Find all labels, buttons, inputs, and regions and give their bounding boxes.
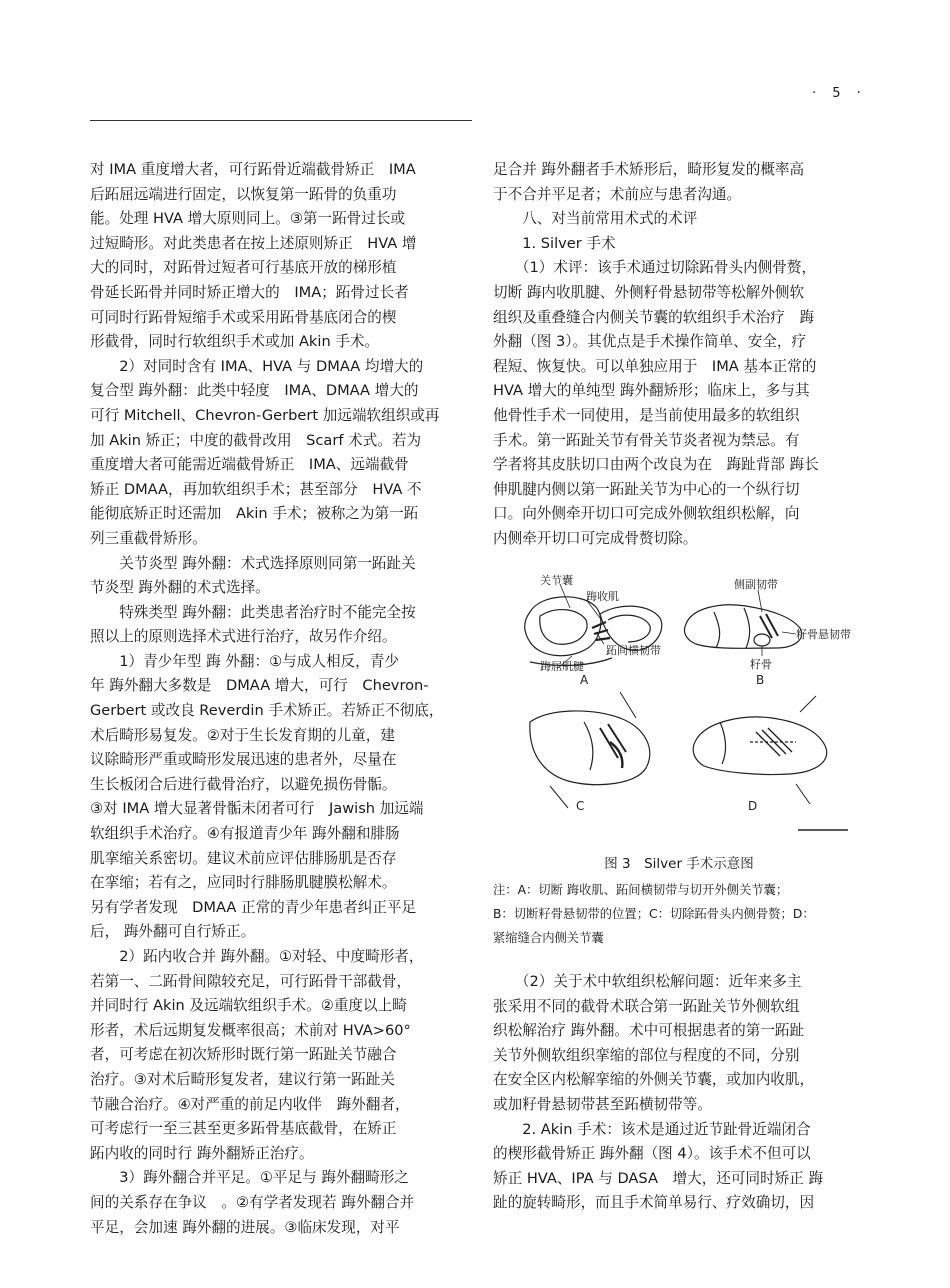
left-column-line: 复合型 踇外翻：此类中轻度 IMA、DMAA 增大的 bbox=[90, 382, 419, 400]
figure-caption: 图 3 Silver 手术示意图 bbox=[604, 856, 754, 872]
right-column-line: 矫正 HVA、IPA 与 DASA 增大，还可同时矫正 踇 bbox=[493, 1169, 824, 1187]
left-column-line: 加 Akin 矫正；中度的截骨改用 Scarf 术式。若为 bbox=[90, 431, 422, 449]
left-column-line: 形者，术后远期复发概率很高；术前对 HVA>60° bbox=[90, 1021, 411, 1039]
left-column-line: Gerbert 或改良 Reverdin 手术矫正。若矫正不彻底， bbox=[90, 702, 444, 720]
label-adductor: 踇收肌 bbox=[586, 590, 619, 603]
left-column-line: 对 IMA 重度增大者，可行跖骨近端截骨矫正 IMA bbox=[90, 161, 416, 178]
left-column-line: 肌挛缩关系密切。建议术前应评估腓肠肌是否存 bbox=[90, 849, 397, 867]
panel-d-drawing bbox=[693, 696, 826, 804]
right-column-line: 1. Silver 手术 bbox=[493, 234, 616, 252]
label-flexor-tendon: 踇屈肌腱 bbox=[540, 660, 584, 673]
left-column-line: 大的同时，对跖骨过短者可行基底开放的梯形植 bbox=[90, 259, 397, 277]
left-column-line: 矫正 DMAA，再加软组织手术；甚至部分 HVA 不 bbox=[90, 480, 422, 498]
right-column-line: 外翻（图 3）。其优点是手术操作简单、安全，疗 bbox=[493, 333, 807, 351]
figure-note-line: 注：A：切断 踇收肌、跖间横韧带与切开外侧关节囊； bbox=[493, 883, 789, 897]
left-column-line: 重度增大者可能需近端截骨矫正 IMA、远端截骨 bbox=[90, 456, 409, 474]
left-column-line: 另有学者发现 DMAA 正常的青少年患者纠正平足 bbox=[90, 898, 417, 916]
right-column-line: 织松解治疗 踇外翻。术中可根据患者的第一跖趾 bbox=[493, 1022, 805, 1040]
left-column-line: 并同时行 Akin 及远端软组织手术。②重度以上畸 bbox=[90, 997, 407, 1015]
label-transverse-ligament: 跖间横韧带 bbox=[606, 644, 661, 657]
right-column-line: 伸肌腱内侧以第一跖趾关节为中心的一个纵行切 bbox=[493, 480, 800, 498]
left-column-line: 后跖屈远端进行固定，以恢复第一跖骨的负重功 bbox=[90, 185, 397, 203]
page-number: · 5 · bbox=[812, 86, 867, 101]
left-column-line: 在挛缩；若有之，应同时行腓肠肌腱膜松解术。 bbox=[90, 874, 397, 892]
panel-b-label: B bbox=[756, 673, 765, 687]
left-column-line: 节炎型 踇外翻的术式选择。 bbox=[90, 579, 270, 597]
left-column-line: 平足，会加速 踇外翻的进展。③临床发现，对平 bbox=[90, 1218, 400, 1236]
label-sesamoid-suspensory-ligament: 籽骨悬韧带 bbox=[796, 628, 851, 641]
left-column-line: 可同时行跖骨短缩手术或采用跖骨基底闭合的楔 bbox=[90, 308, 397, 326]
left-column-line: 者，可考虑在初次矫形时既行第一跖趾关节融合 bbox=[90, 1046, 397, 1064]
left-column-line: 关节炎型 踇外翻：术式选择原则同第一跖趾关 bbox=[90, 554, 416, 572]
right-column-line: 趾的旋转畸形，而且手术简单易行、疗效确切，因 bbox=[493, 1194, 815, 1212]
figure-note bbox=[493, 878, 873, 950]
left-column-line: 3）踇外翻合并平足。①平足与 踇外翻畸形之 bbox=[90, 1169, 409, 1187]
left-column-line: 生长板闭合后进行截骨治疗，以避免损伤骨骺。 bbox=[90, 775, 397, 793]
panel-c-drawing bbox=[530, 692, 650, 808]
left-column-line: 能。处理 HVA 增大原则同上。③第一跖骨过长或 bbox=[90, 210, 406, 228]
left-column-line: 后， 踇外翻可自行矫正。 bbox=[90, 923, 256, 941]
right-column-line: 学者将其皮肤切口由两个改良为在 踇趾背部 踇长 bbox=[493, 456, 819, 474]
panel-d-label: D bbox=[748, 799, 758, 813]
header-rule bbox=[90, 120, 472, 121]
panel-b-drawing bbox=[684, 590, 801, 656]
right-column-line: 张采用不同的截骨术联合第一跖趾关节外侧软组 bbox=[493, 997, 800, 1015]
right-column-top bbox=[493, 158, 865, 552]
right-column-line: 在安全区内松解挛缩的外侧关节囊，或加内收肌， bbox=[493, 1071, 815, 1089]
figure-silver-procedure bbox=[500, 572, 870, 844]
left-column-line: 过短畸形。对此类患者在按上述原则矫正 HVA 增 bbox=[90, 234, 417, 252]
right-column-line: 八、对当前常用术式的术评 bbox=[493, 210, 698, 228]
left-column-line: 2）跖内收合并 踇外翻。①对轻、中度畸形者， bbox=[90, 948, 424, 965]
figure-note-line: B：切断籽骨悬韧带的位置；C：切除跖骨头内侧骨赘；D： bbox=[493, 907, 815, 921]
left-column-line: 议除畸形严重或畸形发展迅速的患者外，尽量在 bbox=[90, 751, 397, 769]
label-capsule: 关节囊 bbox=[540, 574, 573, 587]
right-column-bottom bbox=[493, 970, 865, 1216]
right-column-line: 口。向外侧牵开切口可完成外侧软组织松解，向 bbox=[493, 505, 800, 523]
left-column-line: 可考虑行一至三甚至更多跖骨基底截骨，在矫正 bbox=[90, 1120, 397, 1138]
left-column-line: 特殊类型 踇外翻：此类患者治疗时不能完全按 bbox=[90, 603, 416, 621]
label-collateral-ligament: 侧副韧带 bbox=[734, 578, 778, 591]
right-column-line: 内侧牵开切口可完成骨赘切除。 bbox=[493, 529, 698, 547]
right-column-line: HVA 增大的单纯型 踇外翻矫形；临床上，多与其 bbox=[493, 382, 810, 400]
label-sesamoid: 籽骨 bbox=[750, 658, 772, 671]
left-column-line: 若第一、二跖骨间隙较充足，可行跖骨干部截骨， bbox=[90, 972, 412, 990]
right-column-line: 组织及重叠缝合内侧关节囊的软组织手术治疗 踇 bbox=[493, 308, 815, 326]
right-column-line: 手术。第一跖趾关节有骨关节炎者视为禁忌。有 bbox=[493, 431, 800, 449]
right-column-line: 的楔形截骨矫正 踇外翻（图 4）。该手术不但可以 bbox=[493, 1145, 811, 1163]
right-column-line: 程短、恢复快。可以单独应用于 IMA 基本正常的 bbox=[493, 357, 817, 375]
left-column-line: 软组织手术治疗。④有报道青少年 踇外翻和腓肠 bbox=[90, 825, 400, 843]
panel-c-label: C bbox=[576, 799, 585, 813]
left-column-line: 治疗。③对术后畸形复发者，建议行第一跖趾关 bbox=[90, 1070, 395, 1088]
right-column-line: 他骨性手术一同使用，是当前使用最多的软组织 bbox=[493, 406, 800, 424]
right-column-line: 于不合并平足者；术前应与患者沟通。 bbox=[493, 185, 742, 203]
left-column-line: 照以上的原则选择术式进行治疗，故另作介绍。 bbox=[90, 628, 397, 646]
left-column-line: 可行 Mitchell、Chevron-Gerbert 加远端软组织或再 bbox=[90, 406, 440, 424]
right-column-line: 关节外侧软组织挛缩的部位与程度的不同，分别 bbox=[493, 1046, 800, 1064]
figure-note-line: 紧缩缝合内侧关节囊 bbox=[493, 931, 604, 945]
left-column-line: 能彻底矫正时还需加 Akin 手术；被称之为第一跖 bbox=[90, 505, 419, 523]
left-column-line: 节融合治疗。④对严重的前足内收伴 踇外翻者， bbox=[90, 1095, 410, 1113]
left-column-line: 形截骨，同时行软组织手术或加 Akin 手术。 bbox=[90, 333, 380, 351]
right-column-line: 足合并 踇外翻者手术矫形后，畸形复发的概率高 bbox=[493, 161, 805, 178]
panel-a-label: A bbox=[580, 673, 589, 687]
left-column-line: ③对 IMA 增大显著骨骺未闭者可行 Jawish 加远端 bbox=[90, 800, 424, 818]
left-column-line: 1）青少年型 踇 外翻：①与成人相反，青少 bbox=[90, 652, 399, 670]
right-column-line: 或加籽骨悬韧带甚至跖横韧带等。 bbox=[493, 1095, 712, 1113]
right-column-line: （2）关于术中软组织松解问题：近年来多主 bbox=[493, 973, 802, 990]
left-column-line: 年 踇外翻大多数是 DMAA 增大，可行 Chevron- bbox=[90, 677, 429, 695]
left-column-line: 术后畸形易复发。②对于生长发育期的儿童，建 bbox=[90, 726, 395, 744]
left-column-line: 2）对同时含有 IMA、HVA 与 DMAA 均增大的 bbox=[90, 357, 424, 375]
left-column-line: 间的关系存在争议 。②有学者发现若 踇外翻合并 bbox=[90, 1193, 415, 1211]
left-column bbox=[90, 158, 490, 1240]
right-column-line: （1）术评：该手术通过切除跖骨头内侧骨赘， bbox=[493, 259, 817, 277]
silver-procedure-illustration bbox=[500, 572, 870, 844]
right-column-line: 2. Akin 手术：该术是通过近节趾骨近端闭合 bbox=[493, 1120, 811, 1138]
right-column-line: 切断 踇内收肌腱、外侧籽骨悬韧带等松解外侧软 bbox=[493, 283, 805, 301]
left-column-line: 跖内收的同时行 踇外翻矫正治疗。 bbox=[90, 1144, 314, 1162]
left-column-line: 骨延长跖骨并同时矫正增大的 IMA；跖骨过长者 bbox=[90, 283, 409, 301]
left-column-line: 列三重截骨矫形。 bbox=[90, 529, 207, 547]
